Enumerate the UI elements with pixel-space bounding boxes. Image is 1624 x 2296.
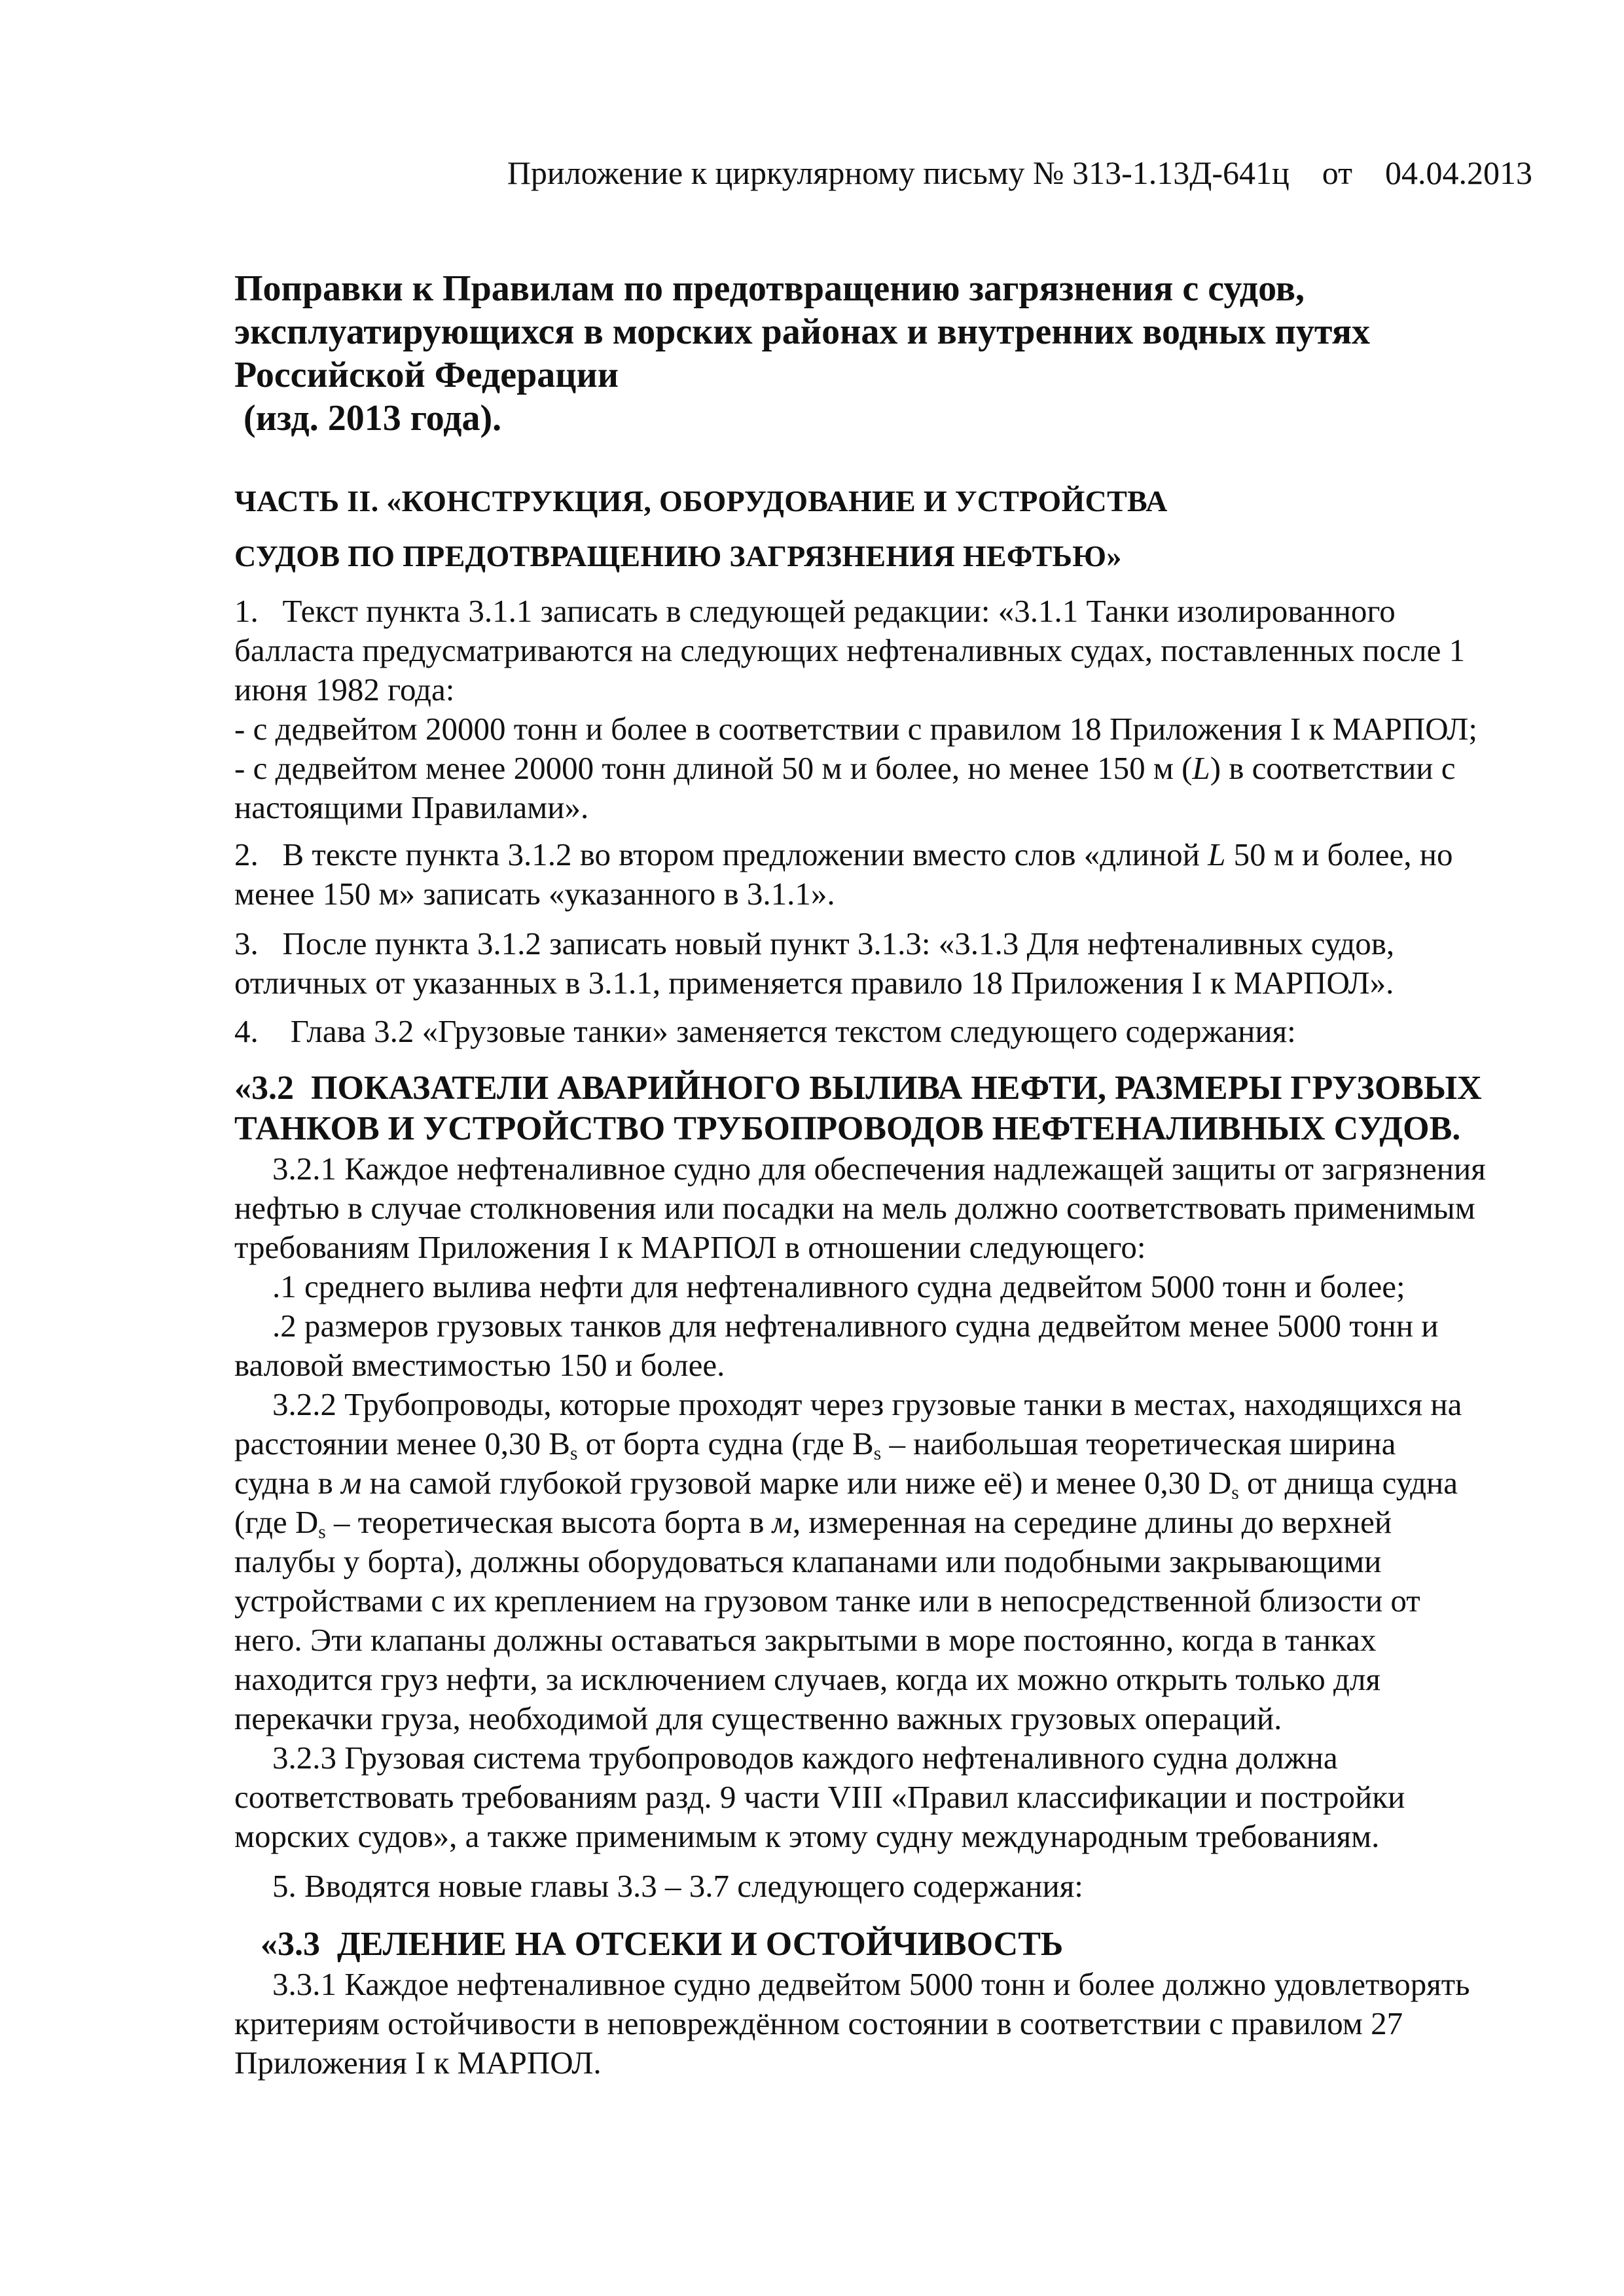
subscript: s	[873, 1443, 882, 1464]
amendment-item-1	[234, 592, 1517, 827]
text-line: палубы у борта), должны оборудоваться клапанами или подобными закрывающими	[234, 1543, 1382, 1579]
text-line: 5. Вводятся новые главы 3.3 – 3.7 следующего содержания:	[272, 1868, 1083, 1904]
text-line: балласта предусматриваются на следующих нефтеналивных судах, поставленных после 1	[234, 632, 1466, 668]
text-span: ) в соответствии с	[1210, 750, 1456, 786]
heading-line: «3.2 ПОКАЗАТЕЛИ АВАРИЙНОГО ВЫЛИВА НЕФТИ, РАЗМЕРЫ ГРУЗОВЫХ	[234, 1069, 1482, 1107]
paragraph-3-2-1	[234, 1149, 1517, 1385]
text-span: расстоянии менее 0,30 B	[234, 1426, 570, 1462]
text-line: требованиям Приложения I к МАРПОЛ в отношении следующего:	[234, 1229, 1146, 1265]
text-line: находится груз нефти, за исключением случаев, когда их можно открыть только для	[234, 1661, 1380, 1697]
text-line: отличных от указанных в 3.1.1, применяется правило 18 Приложения I к МАРПОЛ».	[234, 965, 1394, 1001]
amendment-item-3	[234, 924, 1517, 1003]
text-line: 3.2.1 Каждое нефтеналивное судно для обеспечения надлежащей защиты от загрязнения	[272, 1151, 1486, 1187]
text-line	[234, 1463, 1517, 1503]
unit-italic: м	[772, 1504, 793, 1540]
part-heading-line: ЧАСТЬ II. «КОНСТРУКЦИЯ, ОБОРУДОВАНИЕ И УСТРОЙСТВА	[234, 484, 1168, 518]
amendment-item-5	[234, 1867, 1517, 1906]
text-line	[234, 1503, 1517, 1542]
part-heading-line: СУДОВ ПО ПРЕДОТВРАЩЕНИЮ ЗАГРЯЗНЕНИЯ НЕФТЬЮ»	[234, 539, 1122, 573]
title-line: (изд. 2013 года).	[234, 398, 502, 439]
text-line: 1. Текст пункта 3.1.1 записать в следующей редакции: «3.1.1 Танки изолированного	[234, 593, 1396, 629]
text-span: от днища судна	[1238, 1465, 1458, 1501]
text-span: , измеренная на середине длины до верхней	[792, 1504, 1392, 1540]
text-line: Приложения I к МАРПОЛ.	[234, 2045, 602, 2081]
subscript: s	[318, 1522, 326, 1543]
text-line: .1 среднего вылива нефти для нефтеналивного судна дедвейтом 5000 тонн и более;	[272, 1268, 1405, 1304]
text-line: .2 размеров грузовых танков для нефтеналивного судна дедвейтом менее 5000 тонн и	[272, 1308, 1439, 1344]
title-line: эксплуатирующихся в морских районах и внутренних водных путях	[234, 312, 1370, 352]
heading-line: ТАНКОВ И УСТРОЙСТВО ТРУБОПРОВОДОВ НЕФТЕНАЛИВНЫХ СУДОВ.	[234, 1110, 1461, 1147]
text-line: устройствами с их креплением на грузовом танке или в непосредственной близости от	[234, 1583, 1420, 1619]
text-span: – наибольшая теоретическая ширина	[881, 1426, 1396, 1462]
paragraph-3-3-1	[234, 1965, 1517, 2083]
text-line: 4. Глава 3.2 «Грузовые танки» заменяется текстом следующего содержания:	[234, 1013, 1296, 1049]
title-line: Российской Федерации	[234, 355, 619, 395]
document-header: Приложение к циркулярному письму № 313-1.13Д-641ц от 04.04.2013	[507, 154, 1532, 191]
paragraph-3-2-2	[234, 1385, 1517, 1738]
text-line: настоящими Правилами».	[234, 789, 589, 825]
text-span: судна в	[234, 1465, 342, 1501]
section-3-2-heading	[234, 1068, 1543, 1149]
text-span: 50 м и более, но	[1225, 836, 1453, 872]
text-line: - с дедвейтом 20000 тонн и более в соответствии с правилом 18 Приложения I к МАРПОЛ;	[234, 711, 1478, 747]
text-line: 3.2.3 Грузовая система трубопроводов каждого нефтеналивного судна должна	[272, 1740, 1338, 1776]
text-line: 3.3.1 Каждое нефтеналивное судно дедвейтом 5000 тонн и более должно удовлетворять	[272, 1966, 1470, 2002]
text-line: соответствовать требованиям разд. 9 части VIII «Правил классификации и постройки	[234, 1779, 1405, 1815]
title-line: Поправки к Правилам по предотвращению загрязнения с судов,	[234, 268, 1305, 309]
text-line	[234, 835, 1517, 874]
text-line	[234, 749, 1517, 788]
symbol-L: L	[1192, 750, 1210, 786]
text-line: 3. После пункта 3.1.2 записать новый пункт 3.1.3: «3.1.3 Для нефтеналивных судов,	[234, 925, 1395, 961]
text-line: нефтью в случае столкновения или посадки на мель должно соответствовать применимым	[234, 1190, 1475, 1226]
text-line: критериям остойчивости в неповреждённом состоянии в соответствии с правилом 27	[234, 2005, 1403, 2041]
text-line: менее 150 м» записать «указанного в 3.1.1».	[234, 876, 835, 912]
text-line: валовой вместимостью 150 и более.	[234, 1347, 725, 1383]
document-title	[234, 267, 1550, 440]
subscript: s	[1231, 1482, 1239, 1503]
heading-line: «3.3 ДЕЛЕНИЕ НА ОТСЕКИ И ОСТОЙЧИВОСТЬ	[261, 1926, 1064, 1963]
text-line: перекачки груза, необходимой для существенно важных грузовых операций.	[234, 1700, 1282, 1736]
section-3-3-heading	[234, 1924, 1570, 1965]
text-span: 2. В тексте пункта 3.1.2 во втором предложении вместо слов «длиной	[234, 836, 1208, 872]
text-line: июня 1982 года:	[234, 672, 455, 708]
subscript: s	[569, 1443, 578, 1464]
text-line: морских судов», а также применимым к этому судну международным требованиям.	[234, 1818, 1380, 1854]
text-span: - с дедвейтом менее 20000 тонн длиной 50 м и более, но менее 150 м (	[234, 750, 1193, 786]
paragraph-3-2-3	[234, 1738, 1517, 1856]
text-span: (где D	[234, 1504, 319, 1540]
text-line: него. Эти клапаны должны оставаться закрытыми в море постоянно, когда в танках	[234, 1622, 1377, 1658]
text-line: 3.2.2 Трубопроводы, которые проходят через грузовые танки в местах, находящихся на	[272, 1386, 1462, 1422]
text-span: от борта судна (где B	[577, 1426, 874, 1462]
unit-italic: м	[341, 1465, 362, 1501]
symbol-L: L	[1208, 836, 1226, 872]
amendment-item-4	[234, 1012, 1517, 1051]
text-line	[234, 1424, 1517, 1463]
amendment-item-2	[234, 835, 1517, 914]
text-span: – теоретическая высота борта в	[325, 1504, 772, 1540]
text-span: на самой глубокой грузовой марке или ниже её) и менее 0,30 D	[361, 1465, 1232, 1501]
